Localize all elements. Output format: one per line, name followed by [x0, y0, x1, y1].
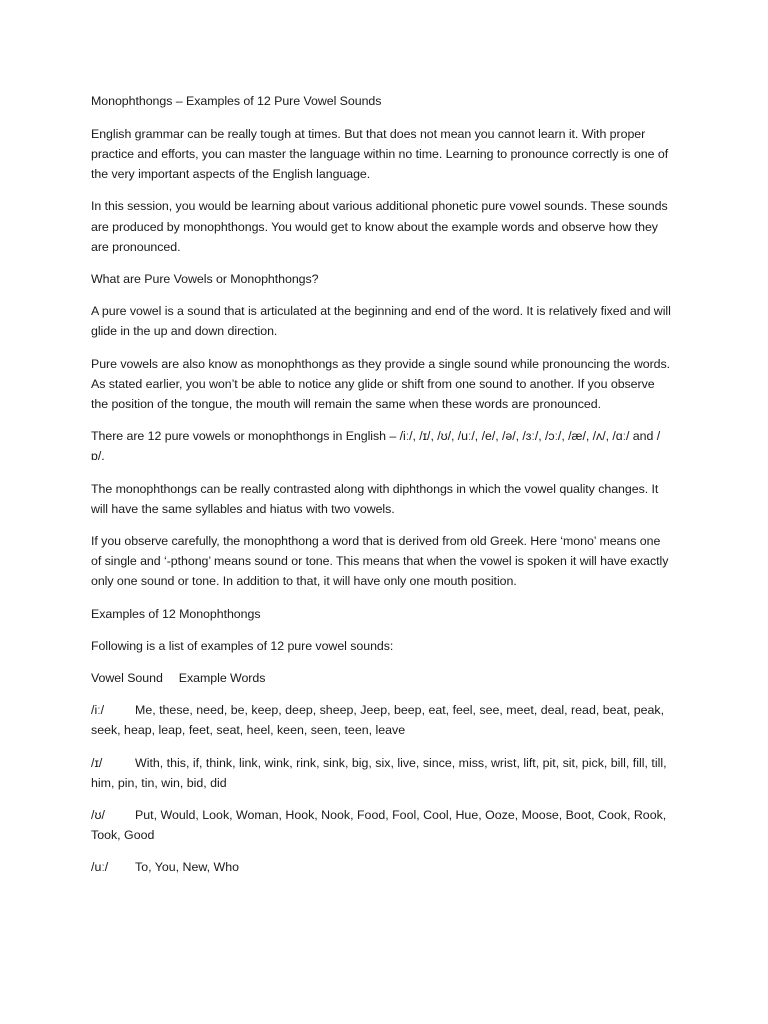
- header-example-words: Example Words: [178, 670, 266, 685]
- intro-paragraph-1: English grammar can be really tough at times. But that does not mean you cannot learn it. With proper practice and efforts, you can master the language within no time. Learning to pronounce correctly is one of the very important aspects of the English language.: [91, 126, 669, 182]
- vowel-symbol: /uː/: [91, 860, 109, 875]
- document-title: Monophthongs – Examples of 12 Pure Vowel Sounds: [91, 94, 382, 108]
- section-heading-examples: Examples of 12 Monophthongs: [91, 606, 261, 621]
- header-vowel-sound: Vowel Sound: [91, 670, 163, 685]
- document-page: [91, 91, 673, 890]
- list-item: [91, 805, 673, 845]
- intro-paragraph-2: In this session, you would be learning about various additional phonetic pure vowel sounds. These sounds are produced by monophthongs. You would get to know about the example words and observe how they are pronounced.: [91, 199, 668, 254]
- example-words: Me, these, need, be, keep, deep, sheep, Jeep, beep, eat, feel, see, meet, deal, read, beat, peak, seek, heap, leap, feet, seat, heel, keen, seen, teen, leave: [91, 703, 665, 738]
- list-item: [91, 700, 673, 740]
- body-paragraph-2: Pure vowels are also know as monophthongs as they provide a single sound while pronouncing the words. As stated earlier, you won’t be able to notice any glide or shift from one sound to another. If you observe the position of the tongue, the mouth will remain the same when these words are pronounced.: [91, 356, 671, 411]
- section-heading-pure-vowels: What are Pure Vowels or Monophthongs?: [91, 271, 319, 286]
- body-paragraph-3: There are 12 pure vowels or monophthongs in English – /iː/, /ɪ/, /ʊ/, /uː/, /e/, /ə/, /ɜː/, /ɔː/, /æ/, /ʌ/, /ɑː/ and /ɒ/.: [91, 429, 661, 464]
- vowel-symbol: /ɪ/: [91, 755, 103, 770]
- table-header-row: [91, 668, 673, 688]
- example-words: With, this, if, think, link, wink, rink, sink, big, six, live, since, miss, wrist, lift, pit, sit, pick, bill, fill, till, him, pin, tin, win, bid, did: [91, 755, 667, 790]
- body-paragraph-4: The monophthongs can be really contrasted along with diphthongs in which the vowel quality changes. It will have the same syllables and hiatus with two vowels.: [91, 481, 659, 516]
- list-intro: Following is a list of examples of 12 pure vowel sounds:: [91, 638, 394, 653]
- body-paragraph-5: If you observe carefully, the monophthong a word that is derived from old Greek. Here ‘mono’ means one of single and ‘-pthong’ means sound or tone. This means that when the vowel is spoken it will have exactly only one sound or tone. In addition to that, it will have only one mouth position.: [91, 533, 669, 589]
- vowel-symbol: /iː/: [91, 703, 105, 718]
- vowel-symbol: /ʊ/: [91, 807, 105, 822]
- list-item: [91, 857, 673, 877]
- list-item: [91, 753, 673, 793]
- body-paragraph-1: A pure vowel is a sound that is articulated at the beginning and end of the word. It is relatively fixed and will glide in the up and down direction.: [91, 304, 671, 339]
- example-words: To, You, New, Who: [135, 860, 240, 875]
- example-words: Put, Would, Look, Woman, Hook, Nook, Food, Fool, Cool, Hue, Ooze, Moose, Boot, Cook, Rook, Took, Good: [91, 807, 667, 843]
